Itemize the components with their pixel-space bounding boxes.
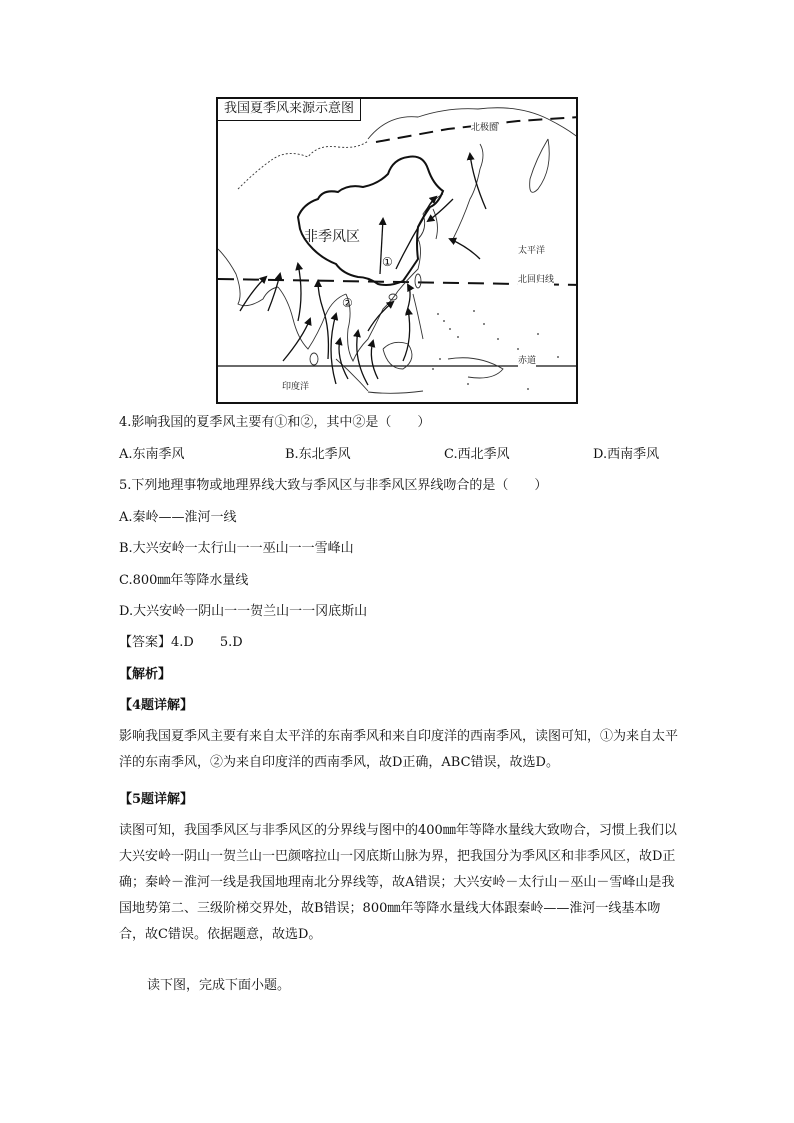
q5-option-d: D.大兴安岭一阴山一一贺兰山一一冈底斯山	[119, 604, 368, 619]
indian-ocean-label: 印度洋	[282, 382, 310, 392]
q4-option-d: D.西南季风	[593, 447, 660, 462]
monsoon-map	[216, 97, 578, 404]
non-monsoon-label: 非季风区	[304, 229, 360, 245]
arctic-circle-label: 北极圈	[471, 123, 499, 133]
q5-detail-text: 读图可知，我国季风区与非季风区的分界线与图中的400㎜年等降水量线大致吻合，习惯上我们以大兴安岭一阴山一贺兰山一巴颜喀拉山一冈底斯山脉为界，把我国分为季风区和非季风区，故D正确；秦岭－淮河一线是我国地理南北分界线等，故A错误；大兴安岭－太行山－巫山－雪峰山是我国地势第二、三级阶梯交界处，故B错误；800㎜年等降水量线大体跟秦岭——淮河一线基本吻合，故C错误。依据题意，故选D。	[119, 823, 677, 942]
q5-option-c: C.800㎜年等降水量线	[119, 573, 249, 588]
q4-stem: 4.影响我国的夏季风主要有①和②，其中②是（ ）	[119, 415, 431, 430]
next-prompt: 读下图，完成下面小题。	[147, 978, 291, 993]
q5-stem: 5.下列地理事物或地理界线大致与季风区与非季风区界线吻合的是（ ）	[119, 478, 548, 493]
q4-detail-text: 影响我国夏季风主要有来自太平洋的东南季风和来自印度洋的西南季风，读图可知，①为来自太平洋的东南季风，②为来自印度洋的西南季风，故D正确，ABC错误，故选D。	[119, 729, 679, 770]
q5-option-a: A.秦岭——淮河一线	[119, 510, 237, 525]
map-title: 我国夏季风来源示意图	[218, 99, 361, 121]
coastline-west	[218, 249, 278, 306]
wind-arrows	[240, 154, 486, 385]
equator-label: 赤道	[518, 356, 537, 366]
pacific-label: 太平洋	[518, 246, 546, 256]
coastline-india	[278, 287, 346, 349]
q5-detail-title: 【5题详解】	[119, 792, 194, 807]
q4-detail-title: 【4题详解】	[119, 698, 194, 713]
island-dots	[432, 310, 559, 390]
q5-option-b: B.大兴安岭一太行山一一巫山一一雪峰山	[119, 541, 354, 556]
answer-line: 【答案】4.D 5.D	[119, 635, 243, 650]
analysis-label: 【解析】	[119, 667, 172, 682]
q4-option-a: A.东南季风	[119, 447, 185, 462]
marker-2: ②	[342, 296, 353, 310]
tropic-label: 北回归线	[518, 275, 555, 285]
q4-option-c: C.西北季风	[444, 447, 510, 462]
q4-option-b: B.东北季风	[285, 447, 351, 462]
marker-1: ①	[382, 255, 393, 269]
